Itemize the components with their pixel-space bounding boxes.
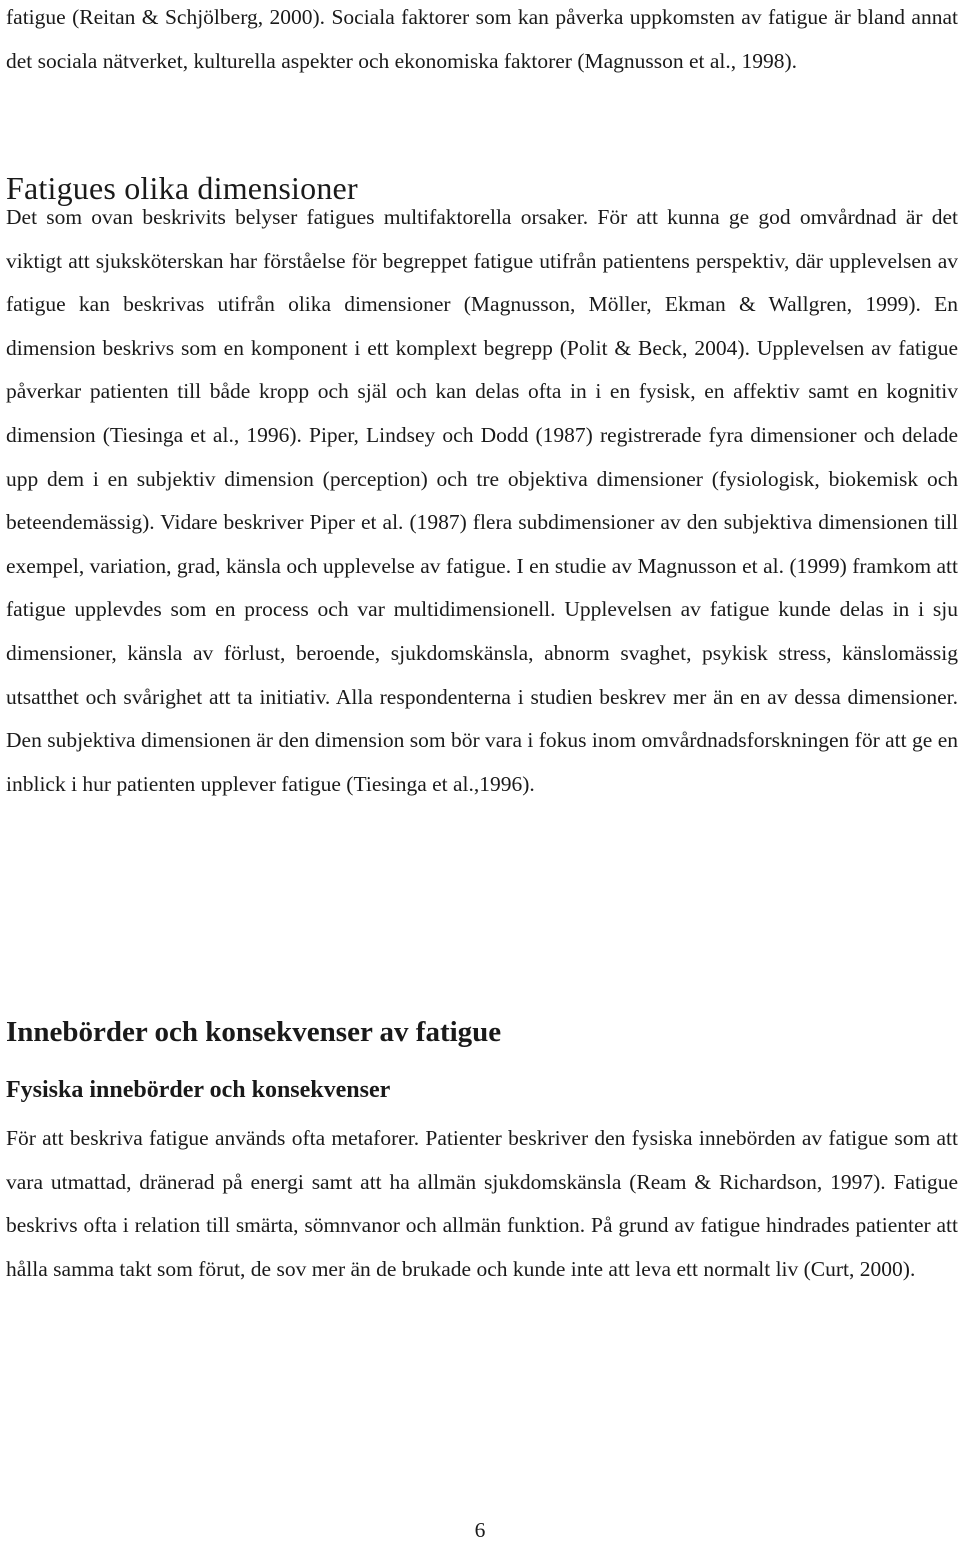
- section-heading-consequences: Innebörder och konsekvenser av fatigue: [6, 1016, 502, 1048]
- subsection-heading-physical: Fysiska innebörder och konsekvenser: [6, 1077, 391, 1103]
- intro-paragraph-block: [6, 0, 958, 83]
- subsection-physical: [6, 1073, 958, 1107]
- dimensions-paragraph-block: [6, 196, 958, 806]
- dimensions-paragraph: Det som ovan beskrivits belyser fatigues multifaktorella orsaker. För att kunna ge god omvårdnad är det viktigt att sjuksköterskan har förståelse för begreppet fatigue utifrån patientens perspektiv, där upplevelsen av fatigue kan beskrivas utifrån olika dimensioner (Magnusson, Möller, Ekman & Wallgren, 1999). En dimension beskrivs som en komponent i ett komplext begrepp (Polit & Beck, 2004). Upplevelsen av fatigue påverkar patienten till både kropp och själ och kan delas ofta in i en fysisk, en affektiv samt en kognitiv dimension (Tiesinga et al., 1996). Piper, Lindsey och Dodd (1987) registrerade fyra dimensioner och delade upp dem i en subjektiv dimension (perception) och tre objektiva dimensioner (fysiologisk, biokemisk och beteendemässig). Vidare beskriver Piper et al. (1987) flera subdimensioner av den subjektiva dimensionen till exempel, variation, grad, känsla och upplevelse av fatigue. I en studie av Magnusson et al. (1999) framkom att fatigue upplevdes som en process och var multidimensionell. Upplevelsen av fatigue kunde delas in i sju dimensioner, känsla av förlust, beroende, sjukdomskänsla, abnorm svaghet, psykisk stress, känslomässig utsatthet och svårighet att ta initiativ. Alla respondenterna i studien beskrev mer än en av dessa dimensioner. Den subjektiva dimensionen är den dimension som bör vara i fokus inom omvårdnadsforskningen för att ge en inblick i hur patienten upplever fatigue (Tiesinga et al.,1996).: [6, 205, 958, 796]
- physical-paragraph: För att beskriva fatigue används ofta metaforer. Patienter beskriver den fysiska innebörden av fatigue som att vara utmattad, dränerad på energi samt att ha allmän sjukdomskänsla (Ream & Richardson, 1997). Fatigue beskrivs ofta i relation till smärta, sömnvanor och allmän funktion. På grund av fatigue hindrades patienter att hålla samma takt som förut, de sov mer än de brukade och kunde inte att leva ett normalt liv (Curt, 2000).: [6, 1126, 958, 1281]
- section-heading-dimensions: Fatigues olika dimensioner: [6, 170, 358, 206]
- page-number: 6: [474, 1518, 486, 1542]
- intro-paragraph: fatigue (Reitan & Schjölberg, 2000). Sociala faktorer som kan påverka uppkomsten av fatigue är bland annat det sociala nätverket, kulturella aspekter och ekonomiska faktorer (Magnusson et al., 1998).: [6, 5, 958, 73]
- section-consequences: [6, 1012, 958, 1052]
- physical-paragraph-block: [6, 1117, 958, 1291]
